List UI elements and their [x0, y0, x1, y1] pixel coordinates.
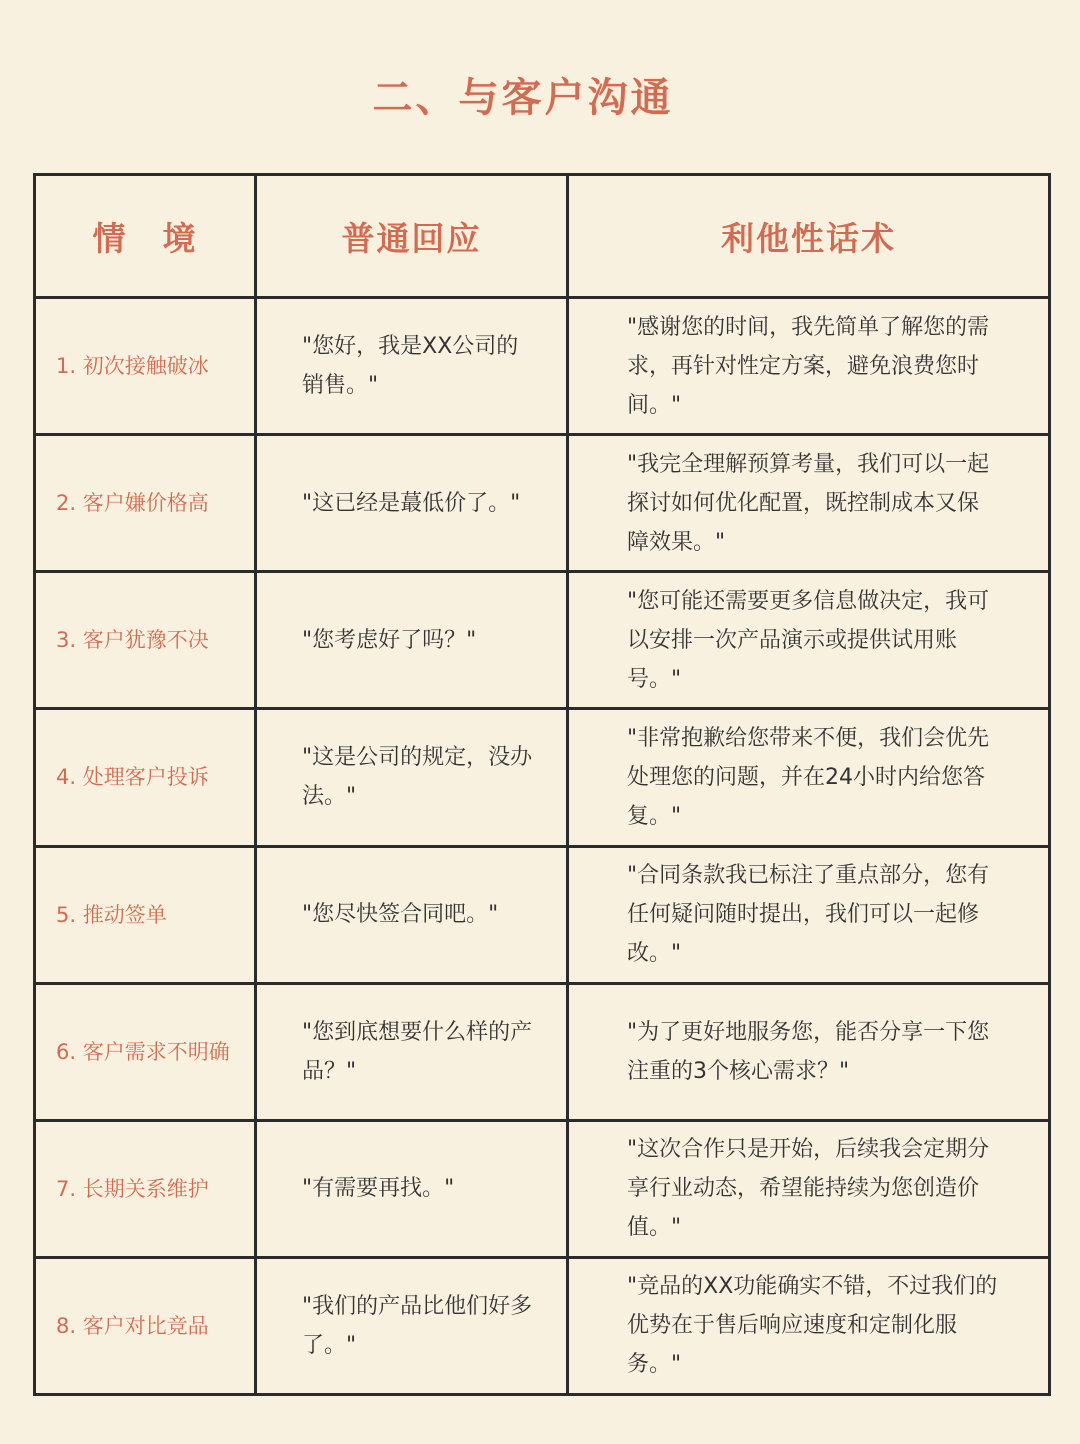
normal-response-cell: "我们的产品比他们好多了。": [256, 1257, 568, 1394]
situation-cell: 1. 初次接触破冰: [35, 298, 256, 435]
table-row: [35, 846, 1050, 983]
situation-cell: 3. 客户犹豫不决: [35, 572, 256, 709]
normal-response-cell: "这是公司的规定，没办法。": [256, 709, 568, 846]
normal-response-cell: "这已经是蕞低价了。": [256, 435, 568, 572]
altruistic-script-cell: "您可能还需要更多信息做决定，我可以安排一次产品演示或提供试用账号。": [568, 572, 1050, 709]
comparison-table: [33, 173, 1051, 1396]
situation-cell: 2. 客户嫌价格高: [35, 435, 256, 572]
header-situation: 情 境: [35, 175, 256, 298]
normal-response-cell: "您到底想要什么样的产品？": [256, 983, 568, 1120]
table-header-row: [35, 175, 1050, 298]
table-row: [35, 983, 1050, 1120]
table-row: [35, 435, 1050, 572]
altruistic-script-cell: "竞品的XX功能确实不错，不过我们的优势在于售后响应速度和定制化服务。": [568, 1257, 1050, 1394]
table-row: [35, 709, 1050, 846]
table-row: [35, 1120, 1050, 1257]
altruistic-script-cell: "非常抱歉给您带来不便，我们会优先处理您的问题，并在24小时内给您答复。": [568, 709, 1050, 846]
situation-cell: 7. 长期关系维护: [35, 1120, 256, 1257]
normal-response-cell: "您考虑好了吗？": [256, 572, 568, 709]
normal-response-cell: "有需要再找。": [256, 1120, 568, 1257]
altruistic-script-cell: "感谢您的时间，我先简单了解您的需求，再针对性定方案，避免浪费您时间。": [568, 298, 1050, 435]
header-altruistic-script: 利他性话术: [568, 175, 1050, 298]
table-row: [35, 572, 1050, 709]
altruistic-script-cell: "我完全理解预算考量，我们可以一起探讨如何优化配置，既控制成本又保障效果。": [568, 435, 1050, 572]
table-row: [35, 1257, 1050, 1394]
situation-cell: 5. 推动签单: [35, 846, 256, 983]
altruistic-script-cell: "为了更好地服务您，能否分享一下您注重的3个核心需求？": [568, 983, 1050, 1120]
normal-response-cell: "您尽快签合同吧。": [256, 846, 568, 983]
altruistic-script-cell: "合同条款我已标注了重点部分，您有任何疑问随时提出，我们可以一起修改。": [568, 846, 1050, 983]
situation-cell: 8. 客户对比竞品: [35, 1257, 256, 1394]
situation-cell: 6. 客户需求不明确: [35, 983, 256, 1120]
table-row: [35, 298, 1050, 435]
situation-cell: 4. 处理客户投诉: [35, 709, 256, 846]
header-normal-response: 普通回应: [256, 175, 568, 298]
altruistic-script-cell: "这次合作只是开始，后续我会定期分享行业动态，希望能持续为您创造价值。": [568, 1120, 1050, 1257]
page-title: 二、与客户沟通: [372, 75, 674, 121]
normal-response-cell: "您好，我是XX公司的销售。": [256, 298, 568, 435]
